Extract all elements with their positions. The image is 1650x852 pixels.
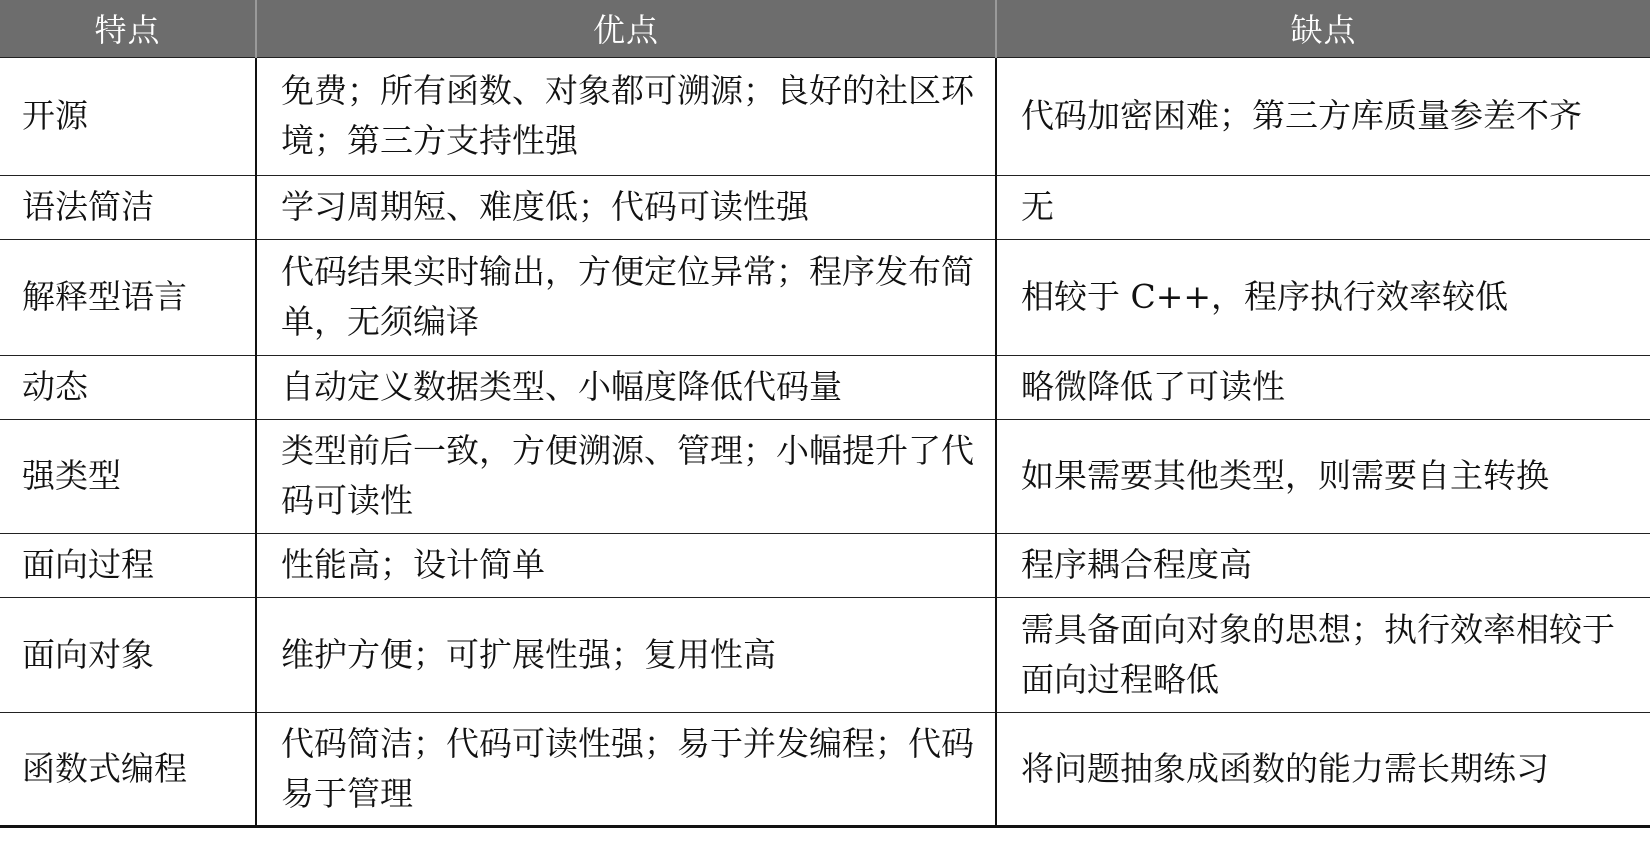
- cell-feature: 语法简洁: [0, 175, 256, 239]
- cell-cons: 无: [996, 175, 1650, 239]
- cell-cons: 如果需要其他类型，则需要自主转换: [996, 419, 1650, 533]
- table-row: [0, 175, 1650, 239]
- cell-pros: 类型前后一致，方便溯源、管理；小幅提升了代码可读性: [256, 419, 996, 533]
- cell-pros: 自动定义数据类型、小幅度降低代码量: [256, 355, 996, 419]
- table-row: [0, 355, 1650, 419]
- cell-feature: 面向对象: [0, 597, 256, 712]
- cell-pros: 代码结果实时输出，方便定位异常；程序发布简单，无须编译: [256, 239, 996, 355]
- table-row: [0, 533, 1650, 597]
- cell-pros: 性能高；设计简单: [256, 533, 996, 597]
- cell-cons: 相较于 C++，程序执行效率较低: [996, 239, 1650, 355]
- header-pros: 优点: [256, 0, 996, 57]
- table-row: [0, 239, 1650, 355]
- header-cons: 缺点: [996, 0, 1650, 57]
- cell-feature: 解释型语言: [0, 239, 256, 355]
- cell-feature: 强类型: [0, 419, 256, 533]
- table-body: [0, 57, 1650, 826]
- cell-cons: 略微降低了可读性: [996, 355, 1650, 419]
- cell-cons: 程序耦合程度高: [996, 533, 1650, 597]
- cell-cons: 需具备面向对象的思想；执行效率相较于面向过程略低: [996, 597, 1650, 712]
- table-row: [0, 57, 1650, 175]
- cell-pros: 维护方便；可扩展性强；复用性高: [256, 597, 996, 712]
- cell-feature: 函数式编程: [0, 712, 256, 826]
- cell-cons: 将问题抽象成函数的能力需长期练习: [996, 712, 1650, 826]
- table-header: [0, 0, 1650, 57]
- cell-feature: 面向过程: [0, 533, 256, 597]
- table-row: [0, 712, 1650, 826]
- table-row: [0, 597, 1650, 712]
- cell-cons: 代码加密困难；第三方库质量参差不齐: [996, 57, 1650, 175]
- cell-pros: 学习周期短、难度低；代码可读性强: [256, 175, 996, 239]
- cell-feature: 开源: [0, 57, 256, 175]
- header-feature: 特点: [0, 0, 256, 57]
- header-row: [0, 0, 1650, 57]
- cell-pros: 代码简洁；代码可读性强；易于并发编程；代码易于管理: [256, 712, 996, 826]
- cell-feature: 动态: [0, 355, 256, 419]
- table-row: [0, 419, 1650, 533]
- cell-pros: 免费；所有函数、对象都可溯源；良好的社区环境；第三方支持性强: [256, 57, 996, 175]
